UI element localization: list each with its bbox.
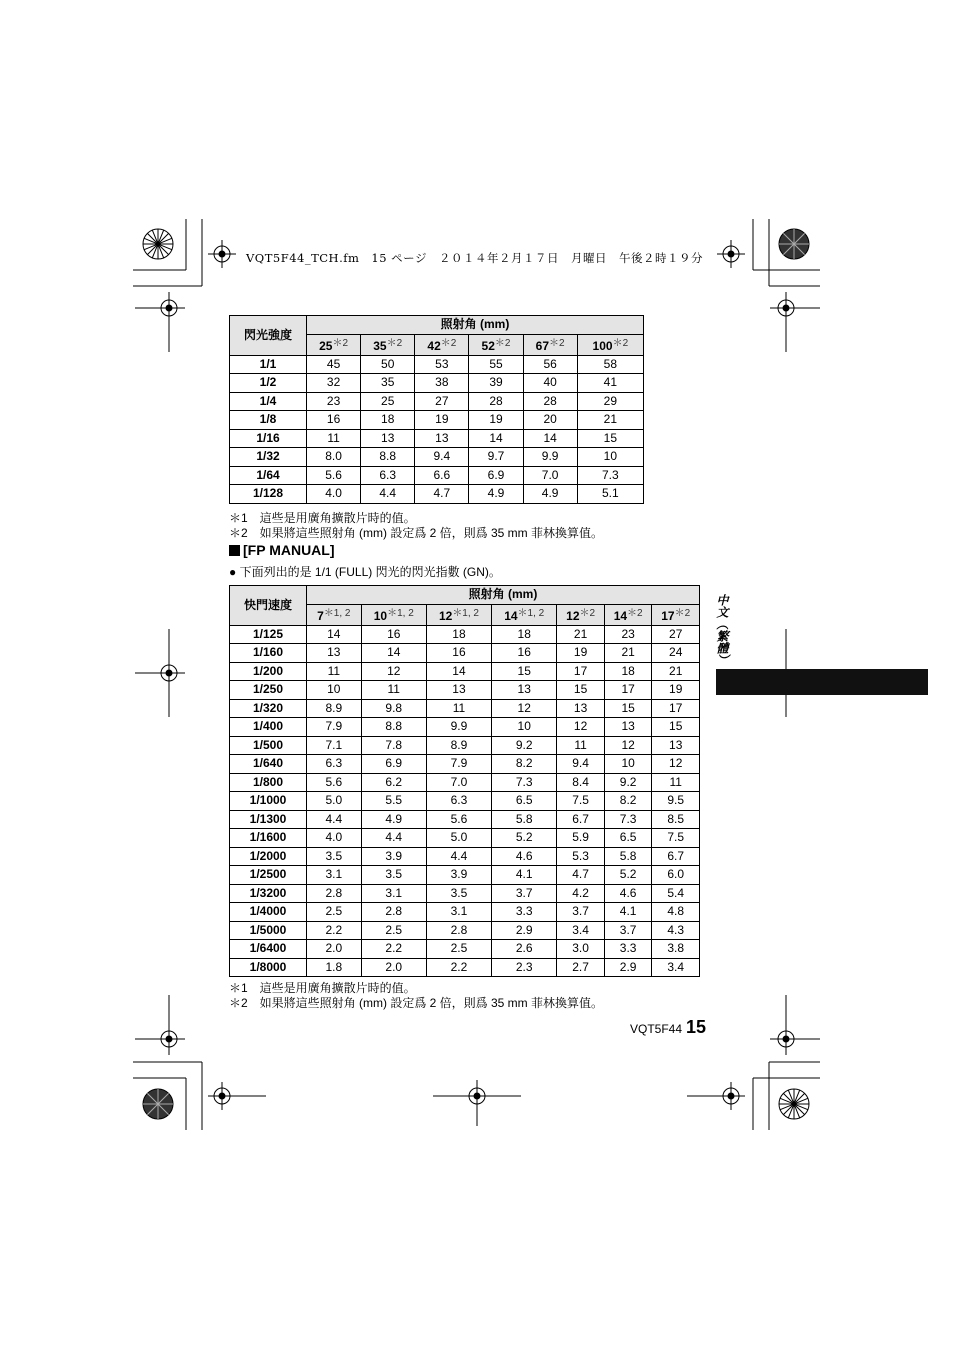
table-cell: 27	[415, 392, 469, 411]
column-note: ＊2	[674, 607, 691, 619]
table-row	[230, 448, 644, 467]
table-row	[230, 940, 700, 959]
table-cell: 4.8	[652, 903, 700, 922]
table-row	[230, 792, 700, 811]
table-cell: 2.7	[557, 958, 605, 977]
column-value: 17	[661, 608, 675, 623]
row-label: 1/200	[230, 662, 307, 681]
table-cell: 3.8	[652, 940, 700, 959]
column-value: 7	[317, 608, 324, 623]
row-label: 1/250	[230, 681, 307, 700]
square-bullet-icon	[229, 545, 240, 556]
row-header-label: 快門速度	[230, 586, 307, 626]
table-row	[230, 718, 700, 737]
table-row	[230, 755, 700, 774]
table-row	[230, 810, 700, 829]
language-side-label: 中文（繁體）	[715, 594, 729, 666]
row-label: 1/4	[230, 392, 307, 411]
table-cell: 13	[557, 699, 605, 718]
table-cell: 6.6	[415, 466, 469, 485]
table-cell: 8.5	[652, 810, 700, 829]
table-row	[230, 411, 644, 430]
column-value: 25	[319, 338, 333, 353]
table-cell: 3.4	[557, 921, 605, 940]
table-cell: 6.7	[557, 810, 605, 829]
table-row	[230, 662, 700, 681]
table-cell: 6.9	[361, 755, 426, 774]
table-cell: 41	[577, 374, 643, 393]
table-row	[230, 485, 644, 504]
table-cell: 3.0	[557, 940, 605, 959]
table-cell: 8.8	[361, 718, 426, 737]
footnote-2: ＊2 如果將這些照射角 (mm) 設定爲 2 倍，則爲 35 mm 菲林換算值。	[229, 996, 604, 1010]
table-cell: 4.4	[361, 829, 426, 848]
fp-manual-table	[229, 585, 700, 977]
table-cell: 3.7	[557, 903, 605, 922]
table-cell: 7.0	[523, 466, 577, 485]
table-cell: 5.2	[604, 866, 652, 885]
column-note: ＊2	[440, 337, 457, 349]
table-cell: 9.9	[426, 718, 491, 737]
table-cell: 7.0	[426, 773, 491, 792]
table-cell: 35	[361, 374, 415, 393]
table-cell: 39	[469, 374, 523, 393]
table-cell: 24	[652, 644, 700, 663]
table-cell: 6.5	[604, 829, 652, 848]
table-cell: 6.3	[361, 466, 415, 485]
table-cell: 2.5	[361, 921, 426, 940]
page-footer	[630, 1017, 706, 1038]
table-row	[230, 699, 700, 718]
table-cell: 18	[492, 625, 557, 644]
column-value: 12	[566, 608, 580, 623]
table-cell: 6.0	[652, 866, 700, 885]
table-cell: 19	[469, 411, 523, 430]
section-heading	[229, 542, 335, 558]
table-cell: 29	[577, 392, 643, 411]
table-cell: 8.8	[361, 448, 415, 467]
table-row	[230, 866, 700, 885]
table-cell: 12	[361, 662, 426, 681]
table-cell: 9.4	[557, 755, 605, 774]
page-number: 15	[686, 1017, 707, 1037]
table-cell: 4.4	[361, 485, 415, 504]
column-value: 100	[592, 338, 613, 353]
table-cell: 11	[307, 429, 361, 448]
table-cell: 56	[523, 355, 577, 374]
table-cell: 8.9	[307, 699, 362, 718]
table-cell: 13	[426, 681, 491, 700]
table-row	[230, 644, 700, 663]
table-cell: 53	[415, 355, 469, 374]
table-cell: 2.6	[492, 940, 557, 959]
row-label: 1/500	[230, 736, 307, 755]
table-cell: 3.1	[426, 903, 491, 922]
table-cell: 6.2	[361, 773, 426, 792]
section-bullet: ● 下面列出的是 1/1 (FULL) 閃光的閃光指數 (GN)。	[229, 565, 501, 579]
table-cell: 2.5	[426, 940, 491, 959]
table-cell: 10	[577, 448, 643, 467]
table-cell: 14	[426, 662, 491, 681]
table-cell: 13	[361, 429, 415, 448]
table-cell: 3.5	[361, 866, 426, 885]
column-header	[307, 604, 362, 625]
table-cell: 16	[307, 411, 361, 430]
table-cell: 4.9	[523, 485, 577, 504]
table-cell: 3.7	[492, 884, 557, 903]
table-cell: 9.2	[492, 736, 557, 755]
row-header-label: 閃光強度	[230, 316, 307, 356]
table-cell: 4.0	[307, 829, 362, 848]
flash-level-table	[229, 315, 644, 504]
table-cell: 7.5	[557, 792, 605, 811]
table-cell: 27	[652, 625, 700, 644]
table-cell: 5.8	[492, 810, 557, 829]
row-label: 1/6400	[230, 940, 307, 959]
table-cell: 13	[652, 736, 700, 755]
table-cell: 3.9	[426, 866, 491, 885]
table-cell: 9.7	[469, 448, 523, 467]
table-cell: 3.7	[604, 921, 652, 940]
table-cell: 3.1	[307, 866, 362, 885]
model-code: VQT5F44	[630, 1022, 683, 1036]
table-cell: 16	[492, 644, 557, 663]
table-cell: 9.9	[523, 448, 577, 467]
table-cell: 8.2	[604, 792, 652, 811]
table-cell: 19	[557, 644, 605, 663]
column-note: ＊2	[549, 337, 565, 349]
row-label: 1/400	[230, 718, 307, 737]
table-cell: 2.8	[426, 921, 491, 940]
table-cell: 15	[577, 429, 643, 448]
table-cell: 15	[604, 699, 652, 718]
table-row	[230, 681, 700, 700]
row-label: 1/640	[230, 755, 307, 774]
table-cell: 14	[523, 429, 577, 448]
table-cell: 23	[604, 625, 652, 644]
table-cell: 12	[557, 718, 605, 737]
table-cell: 55	[469, 355, 523, 374]
row-label: 1/8000	[230, 958, 307, 977]
row-label: 1/8	[230, 411, 307, 430]
column-value: 12	[438, 608, 453, 623]
column-note: ＊2	[627, 607, 643, 619]
table-cell: 8.2	[492, 755, 557, 774]
table-cell: 7.3	[577, 466, 643, 485]
table-cell: 3.3	[492, 903, 557, 922]
column-header	[426, 604, 491, 625]
table-row	[230, 392, 644, 411]
group-header-label: 照射角 (mm)	[307, 586, 700, 605]
table-cell: 18	[361, 411, 415, 430]
table-cell: 18	[604, 662, 652, 681]
table-cell: 14	[361, 644, 426, 663]
table-cell: 1.8	[307, 958, 362, 977]
column-header	[361, 604, 426, 625]
table-cell: 9.5	[652, 792, 700, 811]
table-cell: 16	[426, 644, 491, 663]
table-cell: 10	[492, 718, 557, 737]
footnote-1: ＊1 這些是用廣角擴散片時的值。	[229, 511, 416, 525]
table-cell: 45	[307, 355, 361, 374]
table-cell: 7.1	[307, 736, 362, 755]
table-cell: 6.9	[469, 466, 523, 485]
table-cell: 40	[523, 374, 577, 393]
table-row	[230, 884, 700, 903]
table-cell: 5.4	[652, 884, 700, 903]
table-cell: 4.2	[557, 884, 605, 903]
table-cell: 2.2	[307, 921, 362, 940]
column-value: 67	[535, 338, 550, 353]
table-cell: 6.5	[492, 792, 557, 811]
table-cell: 4.7	[557, 866, 605, 885]
column-header	[557, 604, 605, 625]
table-cell: 4.3	[652, 921, 700, 940]
table-cell: 16	[361, 625, 426, 644]
table-cell: 11	[426, 699, 491, 718]
table-cell: 12	[492, 699, 557, 718]
table-cell: 5.6	[426, 810, 491, 829]
table-cell: 8.9	[426, 736, 491, 755]
row-label: 1/128	[230, 485, 307, 504]
table-row	[230, 921, 700, 940]
column-value: 14	[613, 608, 628, 623]
table-cell: 38	[415, 374, 469, 393]
table-cell: 2.9	[492, 921, 557, 940]
table-cell: 15	[492, 662, 557, 681]
table-cell: 5.1	[577, 485, 643, 504]
row-label: 1/4000	[230, 903, 307, 922]
table-cell: 13	[307, 644, 362, 663]
table-cell: 10	[604, 755, 652, 774]
table-cell: 17	[604, 681, 652, 700]
row-label: 1/160	[230, 644, 307, 663]
table-cell: 18	[426, 625, 491, 644]
table-cell: 13	[492, 681, 557, 700]
table-cell: 28	[469, 392, 523, 411]
row-label: 1/1000	[230, 792, 307, 811]
table-cell: 5.9	[557, 829, 605, 848]
table-cell: 50	[361, 355, 415, 374]
table-cell: 13	[415, 429, 469, 448]
table-cell: 11	[652, 773, 700, 792]
table-cell: 20	[523, 411, 577, 430]
table-body	[230, 625, 700, 977]
file-header-line: VQT5F44_TCH.fm 15 ページ ２０１４年２月１７日 月曜日 午後２時１９分	[246, 251, 703, 265]
table-row	[230, 903, 700, 922]
row-label: 1/16	[230, 429, 307, 448]
table-row	[230, 829, 700, 848]
footnote-2: ＊2 如果將這些照射角 (mm) 設定爲 2 倍，則爲 35 mm 菲林換算值。	[229, 526, 604, 540]
table-cell: 21	[652, 662, 700, 681]
table-cell: 12	[652, 755, 700, 774]
column-note: ＊1, 2	[387, 607, 414, 619]
table-row	[230, 958, 700, 977]
row-label: 1/3200	[230, 884, 307, 903]
row-label: 1/1300	[230, 810, 307, 829]
column-note: ＊2	[494, 337, 511, 349]
section-title-text: [FP MANUAL]	[243, 542, 335, 558]
table-body	[230, 355, 644, 503]
table-cell: 5.6	[307, 773, 362, 792]
table-cell: 21	[604, 644, 652, 663]
table-cell: 17	[557, 662, 605, 681]
table-cell: 5.0	[307, 792, 362, 811]
table-cell: 4.1	[492, 866, 557, 885]
column-header	[492, 604, 557, 625]
table-cell: 13	[604, 718, 652, 737]
table-cell: 25	[361, 392, 415, 411]
table-cell: 2.2	[426, 958, 491, 977]
table-cell: 4.9	[469, 485, 523, 504]
table-cell: 5.5	[361, 792, 426, 811]
table-cell: 15	[652, 718, 700, 737]
column-header	[469, 334, 523, 355]
column-note: ＊2	[386, 337, 403, 349]
table-row	[230, 625, 700, 644]
table-cell: 2.0	[307, 940, 362, 959]
table-row	[230, 374, 644, 393]
table-cell: 23	[307, 392, 361, 411]
column-header	[577, 334, 643, 355]
table-cell: 10	[307, 681, 362, 700]
column-value: 10	[373, 608, 388, 623]
column-value: 14	[504, 608, 518, 623]
table-cell: 5.3	[557, 847, 605, 866]
table-cell: 2.3	[492, 958, 557, 977]
column-value: 35	[373, 338, 387, 353]
table-cell: 7.3	[492, 773, 557, 792]
column-value: 42	[427, 338, 441, 353]
table-cell: 4.9	[361, 810, 426, 829]
table-cell: 4.6	[604, 884, 652, 903]
column-header	[652, 604, 700, 625]
row-label: 1/32	[230, 448, 307, 467]
table-cell: 3.4	[652, 958, 700, 977]
column-note: ＊1, 2	[323, 607, 351, 619]
table-cell: 6.3	[426, 792, 491, 811]
table-cell: 5.0	[426, 829, 491, 848]
table-cell: 5.6	[307, 466, 361, 485]
table-cell: 11	[557, 736, 605, 755]
table-cell: 7.3	[604, 810, 652, 829]
table-cell: 58	[577, 355, 643, 374]
table-cell: 19	[652, 681, 700, 700]
table-cell: 17	[652, 699, 700, 718]
column-note: ＊2	[612, 337, 629, 349]
column-note: ＊1, 2	[452, 607, 479, 619]
table-cell: 2.8	[307, 884, 362, 903]
column-header	[604, 604, 652, 625]
table-cell: 4.4	[307, 810, 362, 829]
table-cell: 14	[307, 625, 362, 644]
table-cell: 8.0	[307, 448, 361, 467]
table-cell: 7.5	[652, 829, 700, 848]
column-header	[523, 334, 577, 355]
table-cell: 4.6	[492, 847, 557, 866]
column-header	[361, 334, 415, 355]
column-note: ＊2	[579, 607, 596, 619]
table-cell: 12	[604, 736, 652, 755]
table-cell: 9.2	[604, 773, 652, 792]
row-label: 1/1	[230, 355, 307, 374]
table-cell: 7.9	[307, 718, 362, 737]
table-cell: 21	[577, 411, 643, 430]
row-label: 1/2	[230, 374, 307, 393]
table-cell: 3.5	[426, 884, 491, 903]
table-row	[230, 847, 700, 866]
table-cell: 14	[469, 429, 523, 448]
table-cell: 21	[557, 625, 605, 644]
column-value: 52	[481, 338, 495, 353]
table-row	[230, 355, 644, 374]
table-cell: 5.8	[604, 847, 652, 866]
table-cell: 4.1	[604, 903, 652, 922]
language-tab-bar	[716, 669, 928, 695]
table-cell: 8.4	[557, 773, 605, 792]
row-label: 1/1600	[230, 829, 307, 848]
table-cell: 4.0	[307, 485, 361, 504]
column-header	[415, 334, 469, 355]
row-label: 1/2500	[230, 866, 307, 885]
row-label: 1/320	[230, 699, 307, 718]
table-cell: 9.8	[361, 699, 426, 718]
table-cell: 6.3	[307, 755, 362, 774]
table-cell: 19	[415, 411, 469, 430]
table-cell: 4.7	[415, 485, 469, 504]
table-row	[230, 466, 644, 485]
table-cell: 7.9	[426, 755, 491, 774]
table-cell: 11	[361, 681, 426, 700]
row-label: 1/800	[230, 773, 307, 792]
group-header-label: 照射角 (mm)	[307, 316, 644, 335]
column-note: ＊2	[332, 337, 349, 349]
table-cell: 2.9	[604, 958, 652, 977]
table-cell: 5.2	[492, 829, 557, 848]
table-row	[230, 429, 644, 448]
table-cell: 3.3	[604, 940, 652, 959]
table-cell: 2.0	[361, 958, 426, 977]
table-cell: 28	[523, 392, 577, 411]
table-row	[230, 773, 700, 792]
column-header	[307, 334, 361, 355]
table-cell: 2.5	[307, 903, 362, 922]
table-cell: 9.4	[415, 448, 469, 467]
table-cell: 4.4	[426, 847, 491, 866]
row-label: 1/5000	[230, 921, 307, 940]
table-cell: 11	[307, 662, 362, 681]
table-cell: 6.7	[652, 847, 700, 866]
table-row	[230, 736, 700, 755]
table-cell: 2.8	[361, 903, 426, 922]
table-cell: 15	[557, 681, 605, 700]
row-label: 1/64	[230, 466, 307, 485]
table-cell: 2.2	[361, 940, 426, 959]
footnote-1: ＊1 這些是用廣角擴散片時的值。	[229, 981, 416, 995]
row-label: 1/125	[230, 625, 307, 644]
table-cell: 3.9	[361, 847, 426, 866]
table-cell: 7.8	[361, 736, 426, 755]
row-label: 1/2000	[230, 847, 307, 866]
table-cell: 32	[307, 374, 361, 393]
table-cell: 3.1	[361, 884, 426, 903]
column-note: ＊1, 2	[517, 607, 545, 619]
table-cell: 3.5	[307, 847, 362, 866]
